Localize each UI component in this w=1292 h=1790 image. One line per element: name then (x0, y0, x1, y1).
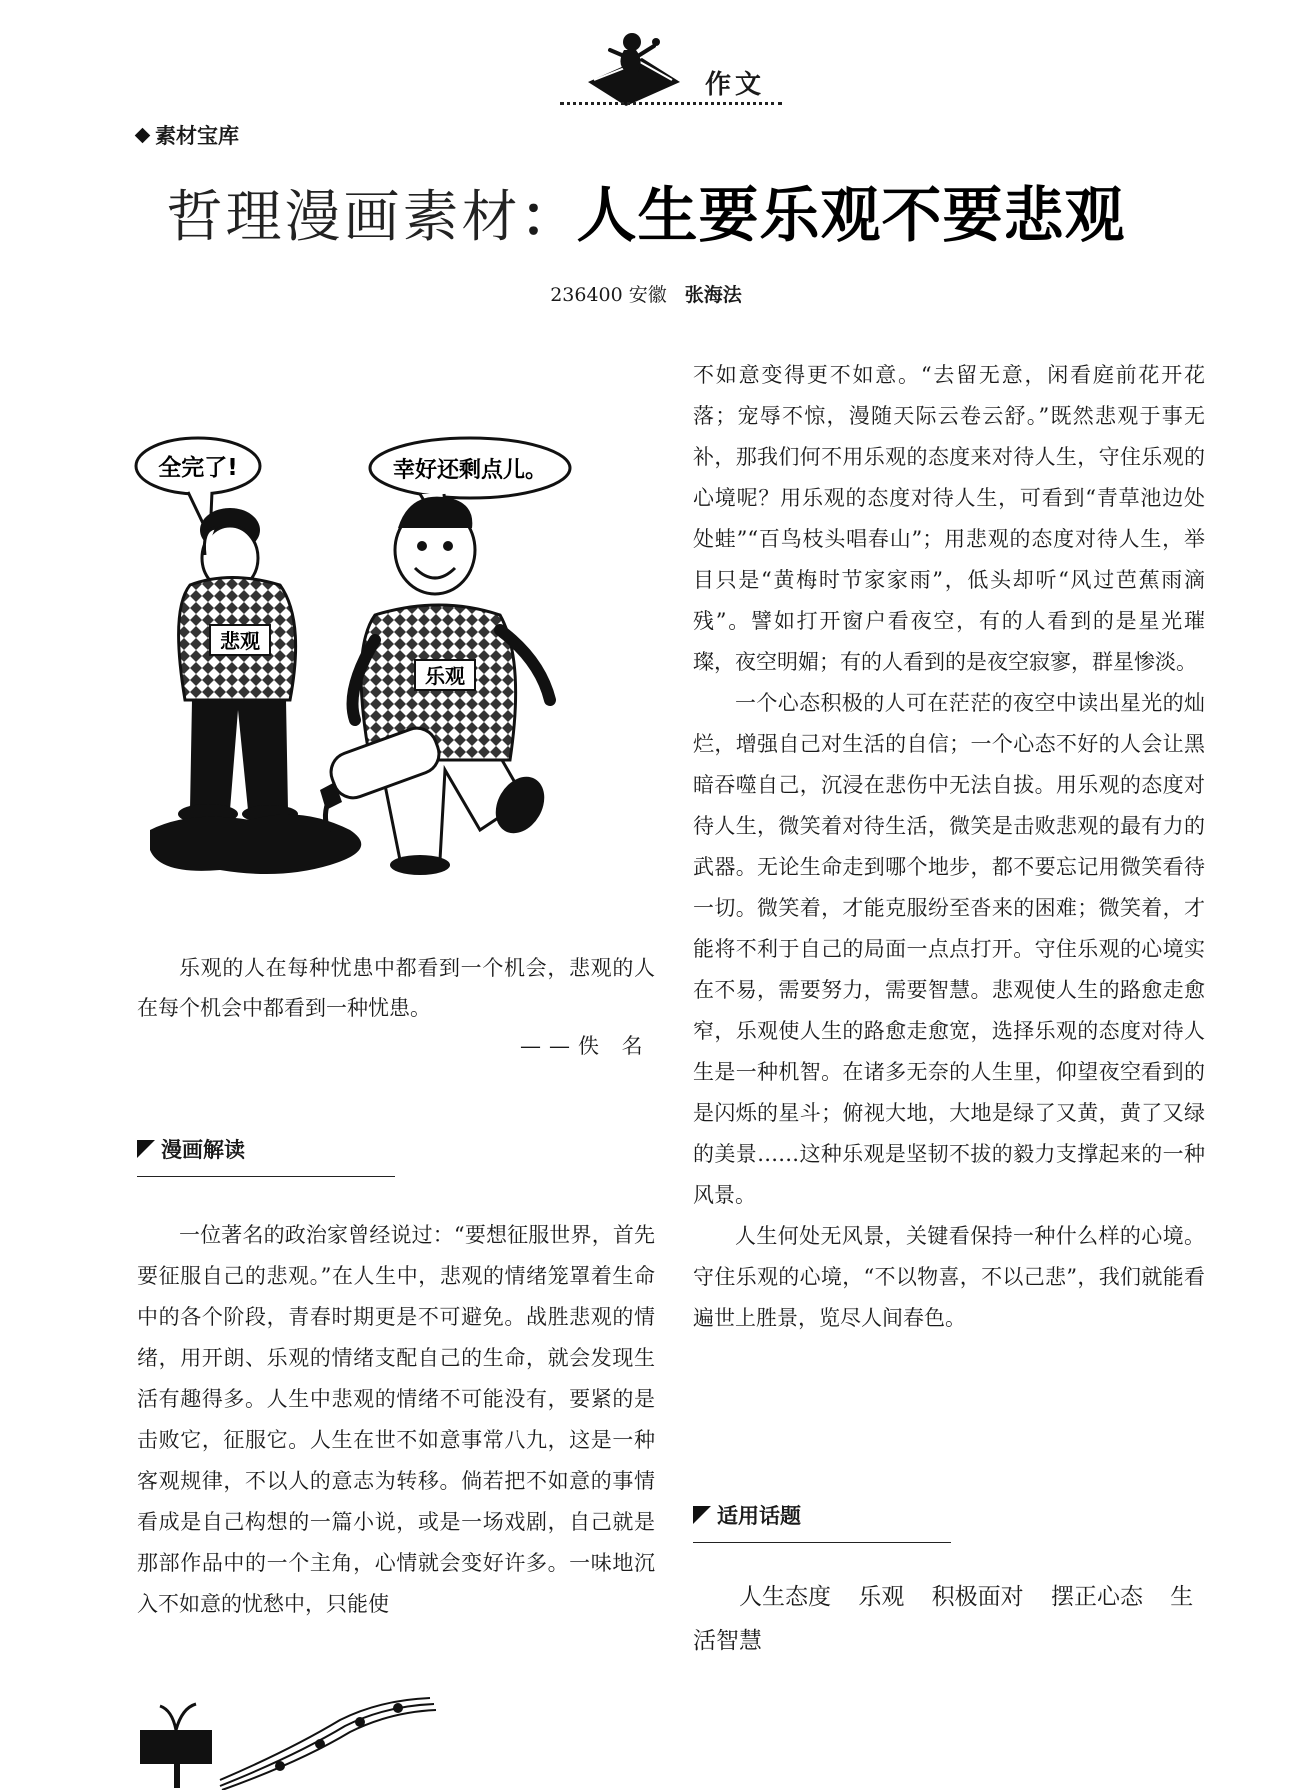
column-tag (137, 120, 239, 150)
left-column-text (137, 1215, 655, 1625)
optimist-shirt-text: 乐观 (425, 664, 465, 688)
diamond-icon (135, 128, 151, 144)
bubble-right-text: 幸好还剩点儿。 (392, 458, 548, 483)
pessimist-figure (178, 508, 298, 824)
paragraph-2: 一个心态积极的人可在茫茫的夜空中读出星光的灿烂，增强自己对生活的自信；一个心态不好的人会让黑暗吞噬自己，沉浸在悲伤中无法自拔。用乐观的态度对待人生，微笑着对待生活，微笑是击败悲观的最有力的武器。无论生命走到哪个地步，都不要忘记用微笑看待一切。微笑着，才能克服纷至沓来的困难；微笑着，才能将不利于自己的局面一点点打开。守住乐观的心境实在不易，需要努力，需要智慧。悲观使人生的路愈走愈窄，乐观使人生的路愈走愈宽，选择乐观的态度对待人生是一种机智。在诸多无奈的人生里，仰望夜空看到的是闪烁的星斗；俯视大地，大地是绿了又黄，黄了又绿的美景……这种乐观是坚韧不拔的毅力支撑起来的一种风景。 (693, 691, 1205, 1207)
triangle-marker-icon (137, 1140, 155, 1158)
title-colon: ： (520, 185, 577, 250)
right-column-text (693, 355, 1205, 1339)
topics-heading-label: 适用话题 (717, 1504, 801, 1528)
topics-heading (693, 1500, 801, 1530)
topic-item: 生活智慧 (693, 1584, 1194, 1654)
comic-caption (137, 948, 655, 1028)
byline-location: 236400 安徽 (550, 284, 667, 306)
interpretation-heading (137, 1134, 245, 1164)
topics-list (693, 1575, 1205, 1663)
column-logo-icon (580, 20, 690, 106)
topic-item: 积极面对 (931, 1584, 1024, 1610)
caption-text: 乐观的人在每种忧患中都看到一个机会，悲观的人在每个机会中都看到一种忧患。 (137, 956, 655, 1020)
column-tag-label: 素材宝库 (155, 124, 239, 148)
paragraph-3: 人生何处无风景，关键看保持一种什么样的心境。守住乐观的心境，“不以物喜，不以己悲”，我们就能看遍世上胜景，览尽人间春色。 (693, 1224, 1205, 1330)
header-dotted-rule (560, 102, 782, 105)
caption-source: ——佚 名 (520, 1034, 651, 1058)
title-part1: 哲理漫画素材 (166, 185, 521, 250)
byline (0, 280, 1292, 307)
topic-item: 摆正心态 (1050, 1584, 1143, 1610)
topic-item: 人生态度 (739, 1584, 831, 1610)
triangle-marker-icon (693, 1506, 711, 1524)
section-name: 作文 (705, 70, 766, 100)
paragraph-1-right: 不如意变得更不如意。“去留无意，闲看庭前花开花落；宠辱不惊，漫随天际云卷云舒。”既然悲观于事无补，那我们何不用乐观的态度来对待人生，守住乐观的心境呢？用乐观的态度对待人生，可看到“青草池边处处蛙”“百鸟枝头唱春山”；用悲观的态度对待人生，举目只是“黄梅时节家家雨”，低头却听“风过芭蕉雨滴残”。譬如打开窗户看夜空，有的人看到的是星光璀璨，夜空明媚；有的人看到的是夜空寂寥，群星惨淡。 (693, 363, 1205, 674)
byline-author: 张海法 (684, 284, 742, 306)
interpretation-heading-rule (137, 1176, 395, 1177)
topic-item: 乐观 (858, 1584, 905, 1610)
pessimist-shirt-text: 悲观 (220, 629, 260, 653)
interpretation-heading-label: 漫画解读 (161, 1138, 245, 1162)
bubble-left-text: 全完了! (158, 455, 238, 481)
footer-music-decoration-icon (130, 1690, 440, 1790)
topics-heading-rule (693, 1542, 951, 1543)
title-part2: 人生要乐观不要悲观 (576, 181, 1126, 251)
article-title (0, 168, 1292, 254)
paragraph-1-left: 一位著名的政治家曾经说过：“要想征服世界，首先要征服自己的悲观。”在人生中，悲观的情绪笼罩着生命中的各个阶段，青春时期更是不可避免。战胜悲观的情绪，用开朗、乐观的情绪支配自己的生命，就会发现生活有趣得多。人生中悲观的情绪不可能没有，要紧的是击败它，征服它。人生在世不如意事常八九，这是一种客观规律，不以人的意志为转移。倘若把不如意的事情看成是自己构想的一篇小说，或是一场戏剧，自己就是那部作品中的一个主角，心情就会变好许多。一味地沉入不如意的忧愁中，只能使 (137, 1223, 655, 1616)
comic-illustration (130, 410, 670, 940)
optimist-figure (353, 497, 555, 875)
